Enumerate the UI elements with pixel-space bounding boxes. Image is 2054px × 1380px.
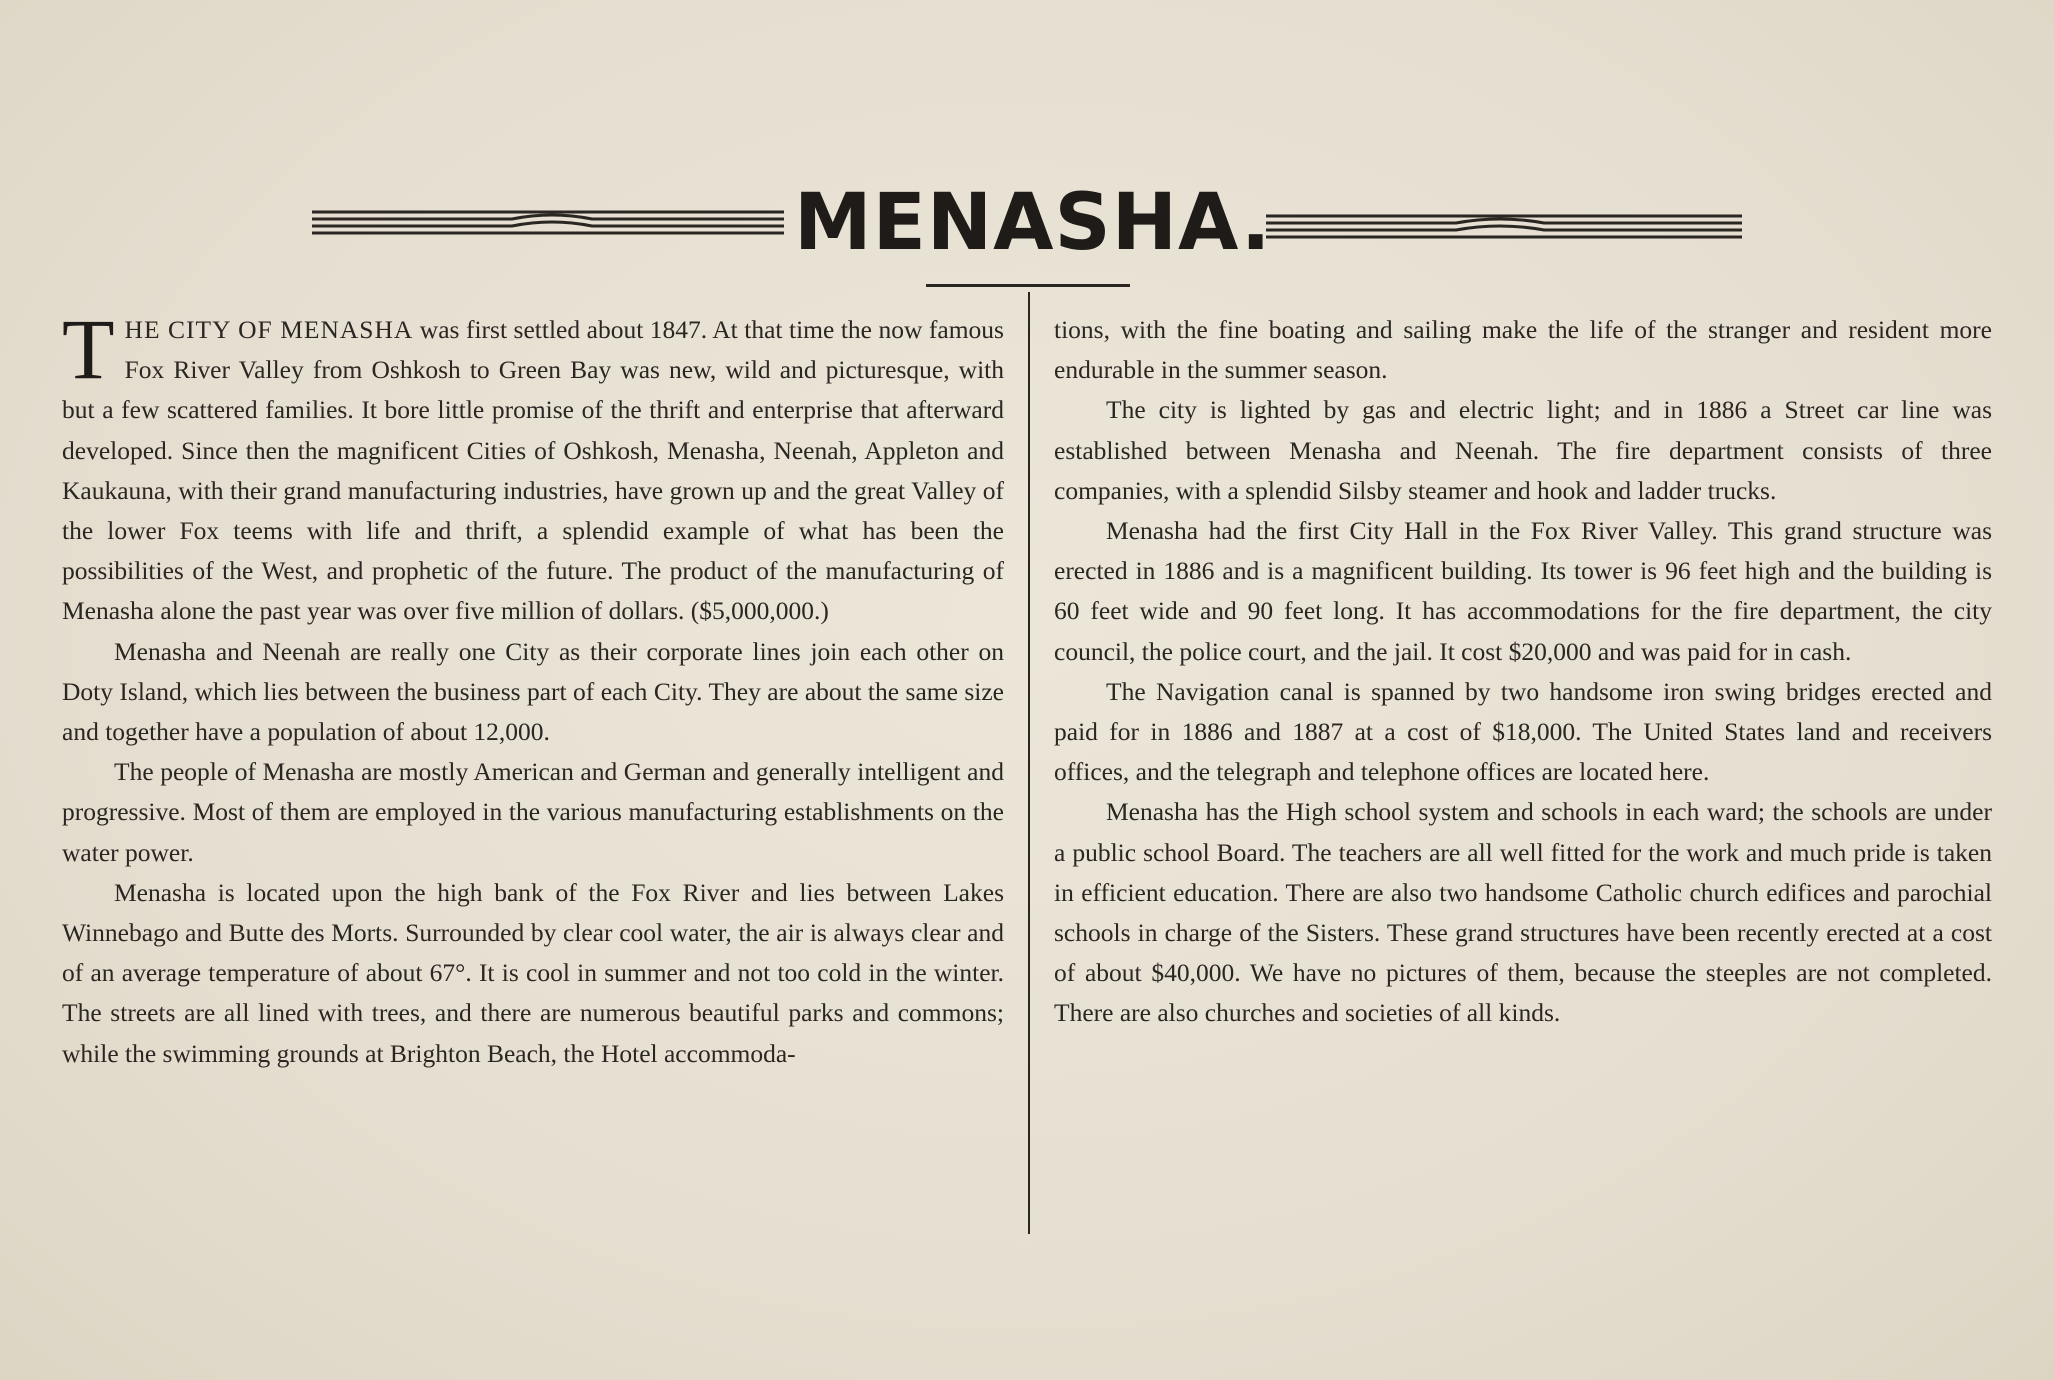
- paragraph: [62, 301, 1004, 632]
- paragraph: Menasha and Neenah are really one City as their corporate lines join each other on Doty Island, which lies between the business part of each City. They are about the same size and together have a population of about 12,000.: [62, 636, 1004, 747]
- paragraph: The people of Menasha are mostly American and German and generally intelligent and progressive. Most of them are employed in the various manufacturing establishments on the water power.: [62, 757, 1004, 867]
- ornamental-rule-left: [312, 198, 784, 242]
- paragraph: Menasha had the first City Hall in the Fox River Valley. This grand structure was erected in 1886 and is a magnificent building. Its tower is 96 feet high and the building is 60 feet wide and 90 feet long. It has accommodations for the fire department, the city council, the police court, and the jail. It cost $20,000 and was paid for in cash.: [1054, 516, 1992, 666]
- ornamental-rule-right: [1266, 208, 1742, 252]
- paragraph: Menasha is located upon the high bank of the Fox River and lies between Lakes Winnebago and Butte des Morts. Surrounded by clear cool water, the air is always clear and of an average temperature of about 67°. It is cool in summer and not too cold in the winter. The streets are all lined with trees, and there are numerous beautiful parks and commons; while the swimming grounds at Brighton Beach, the Hotel accommoda-: [62, 877, 1004, 1068]
- paragraph-text: was first settled about 1847. At that time the now famous Fox River Valley from Oshkosh to Green Bay was new, wild and picturesque, with but a few scattered families. It bore little promise of the thrift and enterprise that afterward developed. Since then the magnificent Cities of Oshkosh, Menasha, Neenah, Appleton and Kaukauna, with their grand manufacturing industries, have grown up and the great Valley of the lower Fox teems with life and thrift, a splendid example of what has been the possibilities of the West, and prophetic of the future. The product of the manufacturing of Menasha alone the past year was over five million of dollars. ($5,000,000.): [62, 315, 1004, 626]
- paragraph: The city is lighted by gas and electric light; and in 1886 a Street car line was established between Menasha and Neenah. The fire department consists of three companies, with a splendid Silsby steamer and hook and ladder trucks.: [1054, 395, 1992, 505]
- drop-cap: T: [62, 301, 115, 397]
- title-underline: [926, 284, 1130, 287]
- right-column: [1054, 310, 1992, 1034]
- paragraph: tions, with the fine boating and sailing make the life of the stranger and resident more endurable in the summer season.: [1054, 315, 1992, 385]
- page-title: MENASHA.: [794, 178, 1272, 268]
- left-column: [62, 301, 1004, 1074]
- paragraph: Menasha has the High school system and schools in each ward; the schools are under a public school Board. The teachers are all well fitted for the work and much pride is taken in efficient education. There are also two handsome Catholic church edifices and parochial schools in charge of the Sisters. These grand structures have been recently erected at a cost of about $40,000. We have no pictures of them, because the steeples are not completed. There are also churches and societies of all kinds.: [1054, 797, 1992, 1028]
- lead-text: HE CITY OF MENASHA: [124, 315, 414, 344]
- title-row: [0, 178, 2054, 268]
- column-divider: [1028, 292, 1030, 1234]
- paragraph: The Navigation canal is spanned by two handsome iron swing bridges erected and paid for in 1886 and 1887 at a cost of $18,000. The United States land and receivers offices, and the telegraph and telephone offices are located here.: [1054, 676, 1992, 787]
